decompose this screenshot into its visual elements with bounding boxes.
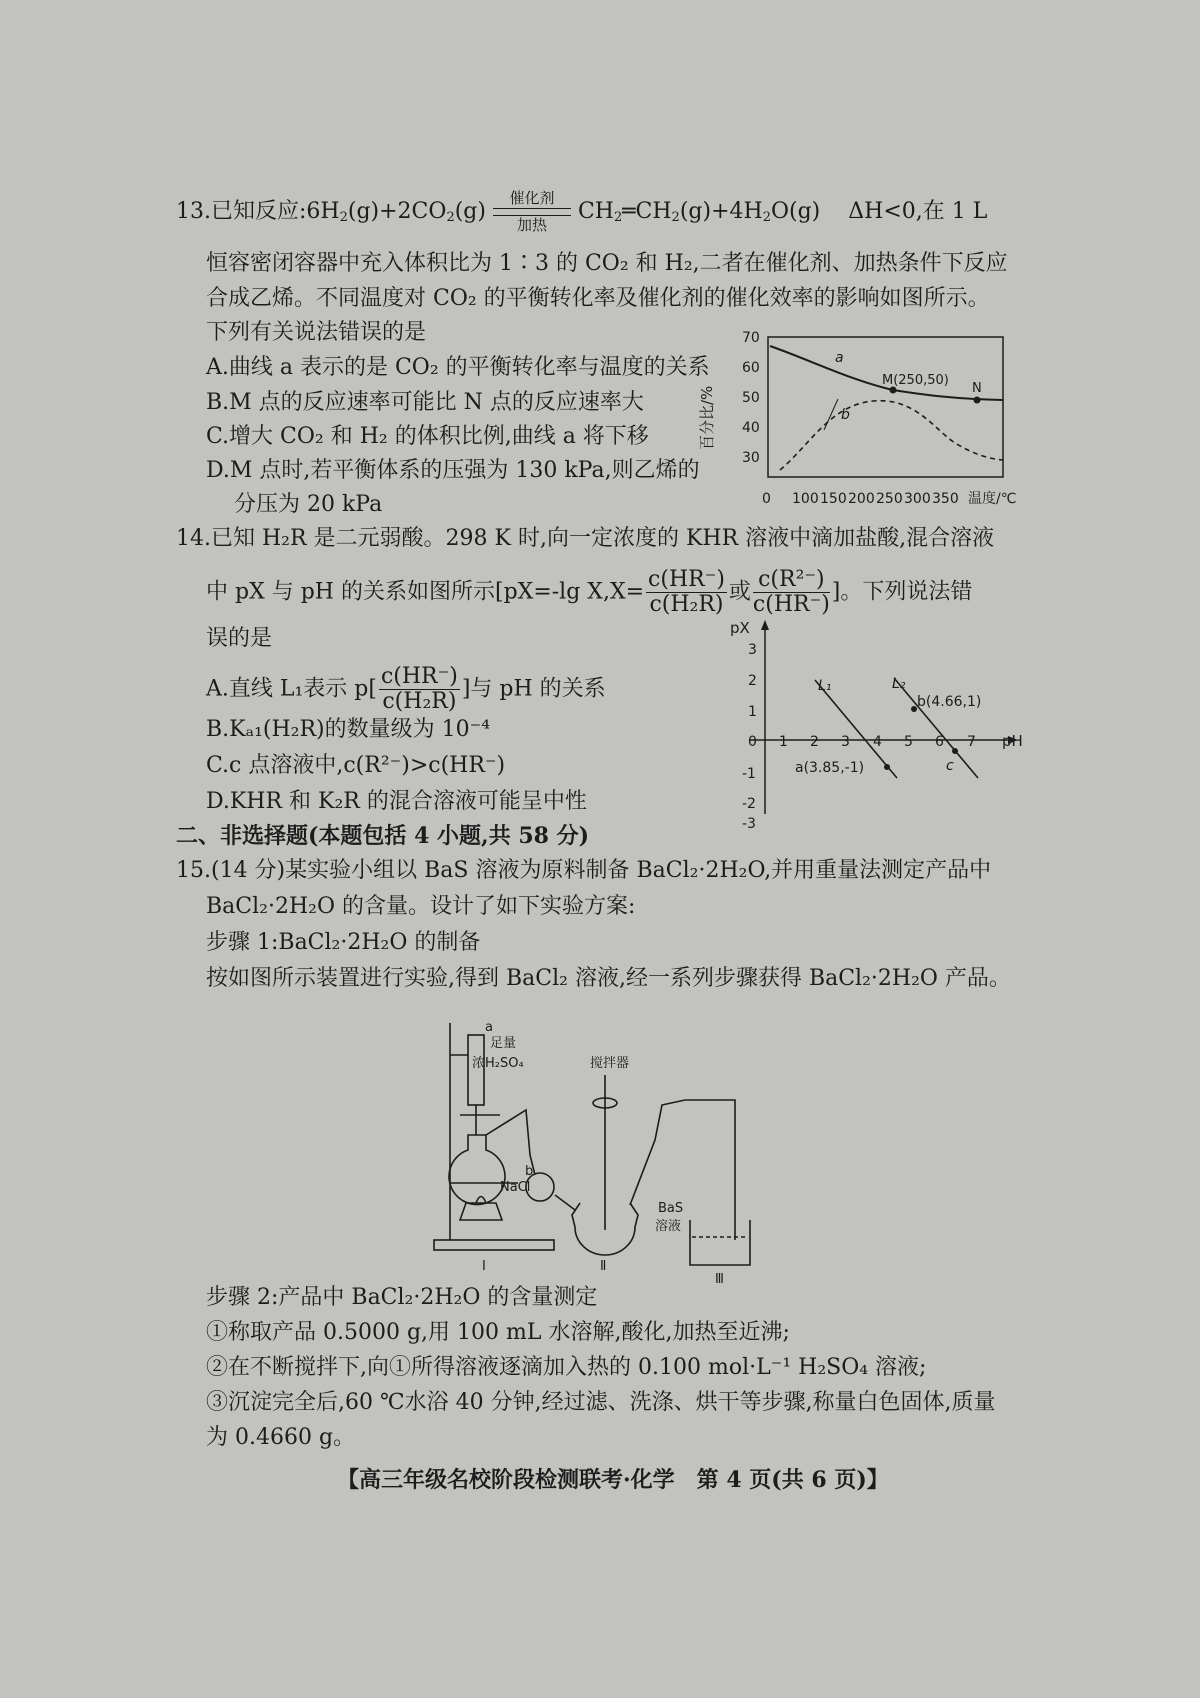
label-zuliang: 足量	[490, 1036, 517, 1051]
q13-line3: 合成乙烯。不同温度对 CO₂ 的平衡转化率及催化剂的催化效率的影响如图所示。	[206, 286, 990, 311]
xtick: 250	[876, 491, 903, 507]
xtick: 350	[932, 491, 959, 507]
point-b-label: b(4.66,1)	[917, 694, 982, 710]
apparatus-diagram	[430, 1015, 780, 1287]
curve-b-pointer	[824, 399, 838, 430]
point-a-label: a(3.85,-1)	[795, 760, 865, 776]
q13-option-c: C.增大 CO₂ 和 H₂ 的体积比例,曲线 a 将下移	[206, 424, 649, 449]
q14-option-d: D.KHR 和 K₂R 的混合溶液可能呈中性	[206, 789, 587, 814]
section-heading: 二、非选择题(本题包括 4 小题,共 58 分)	[176, 823, 590, 849]
xtick: 5	[904, 734, 913, 750]
xtick: 2	[810, 734, 819, 750]
q13-option-d: D.M 点时,若平衡体系的压强为 130 kPa,则乙烯的	[206, 458, 700, 483]
label-III: Ⅲ	[715, 1272, 724, 1287]
catalyst-label: 催化剂	[509, 189, 555, 207]
xtick: 300	[904, 491, 931, 507]
q15-step2-2: ②在不断搅拌下,向①所得溶液逐滴加入热的 0.100 mol·L⁻¹ H₂SO₄ 溶液;	[206, 1355, 927, 1380]
curve-b-label: b	[841, 407, 850, 423]
ytick: 40	[742, 420, 760, 436]
q14-text: 中 pX 与 pH 的关系如图所示[pX=-lg X,X=	[206, 579, 645, 605]
ytick: 50	[742, 390, 760, 406]
chart2-yticks	[742, 642, 757, 832]
point-c-label: c	[946, 758, 954, 774]
q13-option-a: A.曲线 a 表示的是 CO₂ 的平衡转化率与温度的关系	[206, 355, 710, 380]
line-L2	[894, 678, 978, 778]
heat-label: 加热	[516, 216, 547, 234]
chart-px-vs-ph	[720, 618, 1035, 832]
stand-base	[434, 1240, 554, 1250]
L1-label: L₁	[818, 678, 832, 694]
xtick: 6	[935, 734, 944, 750]
point-N-label: N	[972, 381, 982, 396]
q13-text: ═CH	[622, 199, 672, 224]
q13-text: 13.已知反应:6H	[176, 199, 340, 224]
xtick: 100	[792, 491, 819, 507]
chart1-xlabel: 温度/℃	[968, 491, 1017, 507]
tube-II-III	[630, 1100, 735, 1240]
ytick: -2	[742, 796, 756, 812]
q13-line2: 恒容密闭容器中充入体积比为 1∶3 的 CO₂ 和 H₂,二者在催化剂、加热条件下反应	[206, 251, 1008, 276]
xtick: 4	[873, 734, 882, 750]
fraction-denominator: c(H₂R)	[382, 689, 457, 714]
q15-step2-3-cont: 为 0.4660 g。	[206, 1425, 356, 1450]
label-nacl: NaCl	[500, 1180, 531, 1195]
ytick: -3	[742, 816, 756, 832]
q14-text: A.直线 L₁表示 p[	[206, 676, 377, 702]
label-II: Ⅱ	[600, 1259, 607, 1274]
xtick: 7	[967, 734, 976, 750]
page-footer: 【高三年级名校阶段检测联考·化学 第 4 页(共 6 页)】	[337, 1467, 889, 1493]
fraction	[379, 665, 460, 714]
q15-line4: 按如图所示装置进行实验,得到 BaCl₂ 溶液,经一系列步骤获得 BaCl₂·2H₂O 产品。	[206, 966, 1011, 991]
chart1-xticks	[762, 490, 1016, 507]
fraction-denominator: c(H₂R)	[649, 592, 724, 617]
beaker-III	[690, 1220, 750, 1265]
label-bas: BaS	[658, 1201, 684, 1216]
q15-step2-1: ①称取产品 0.5000 g,用 100 mL 水溶解,酸化,加热至近沸;	[206, 1320, 790, 1345]
q14-option-b: B.Kₐ₁(H₂R)的数量级为 10⁻⁴	[206, 717, 491, 742]
q14-option-c: C.c 点溶液中,c(R²⁻)>c(HR⁻)	[206, 753, 506, 778]
chart-conversion-vs-temperature	[700, 325, 1035, 510]
chart1-yticks	[742, 330, 760, 466]
label-solution: 溶液	[655, 1219, 682, 1234]
q15-step2-3: ③沉淀完全后,60 ℃水浴 40 分钟,经过滤、洗涤、烘干等步骤,称量白色固体,质量	[206, 1390, 996, 1415]
q14-line1: 14.已知 H₂R 是二元弱酸。298 K 时,向一定浓度的 KHR 溶液中滴加盐酸,混合溶液	[176, 526, 995, 551]
ytick: 60	[742, 360, 760, 376]
ytick: 0	[748, 734, 757, 750]
q13-line4: 下列有关说法错误的是	[206, 320, 427, 345]
alcohol-lamp	[460, 1203, 502, 1220]
fraction	[753, 568, 830, 617]
label-b: b	[525, 1164, 534, 1179]
ytick: -1	[742, 766, 756, 782]
reaction-arrow	[493, 190, 571, 234]
q13-option-b: B.M 点的反应速率可能比 N 点的反应速率大	[206, 390, 644, 415]
curve-a-label: a	[835, 350, 844, 366]
label-a: a	[485, 1020, 493, 1035]
point-c	[952, 748, 958, 754]
q15-step1: 步骤 1:BaCl₂·2H₂O 的制备	[206, 930, 481, 955]
q14-option-a	[206, 665, 606, 714]
chart2-xlabel: pH	[1002, 732, 1023, 750]
label-stirrer: 搅拌器	[590, 1056, 630, 1071]
q13-text: (g)+4H	[679, 199, 763, 224]
q14-line2	[206, 568, 972, 617]
flask-I	[449, 1135, 505, 1205]
ytick: 30	[742, 450, 760, 466]
xtick: 3	[841, 734, 850, 750]
q14-text: ]。下列说法错	[831, 579, 973, 605]
point-M-label: M(250,50)	[882, 373, 949, 388]
q13-line1: 13.已知反应$:6H_2(g)+2CO_2(g)$ 催化剂 加热 $CH_2═CH_2(g)+4H_2O(g)$ ΔH<0,在 1 L	[176, 189, 988, 234]
chart2-yaxis-arrow	[761, 620, 769, 630]
fraction-denominator: c(HR⁻)	[752, 592, 830, 617]
ytick: 2	[748, 673, 757, 689]
xtick: 200	[848, 491, 875, 507]
ytick: 3	[748, 642, 757, 658]
q14-text: 或	[728, 579, 751, 605]
label-acid: 浓H₂SO₄	[472, 1056, 524, 1071]
chart1-ylabel: 百分比/%	[698, 385, 716, 450]
curve-b	[780, 401, 1003, 470]
point-a	[884, 764, 890, 770]
q15-line2: BaCl₂·2H₂O 的含量。设计了如下实验方案:	[206, 894, 636, 919]
point-N	[974, 397, 981, 404]
q13-text: ΔH<0,在 1 L	[848, 199, 988, 224]
q13-text: (g)	[454, 199, 486, 224]
xtick: 1	[779, 734, 788, 750]
fraction	[646, 568, 727, 617]
q13-text: (g)+2CO	[347, 199, 447, 224]
fraction-numerator: c(HR⁻)	[380, 664, 458, 689]
L2-label: L₂	[892, 676, 906, 692]
fraction-numerator: c(HR⁻)	[648, 567, 725, 592]
q13-text: O(g)	[770, 199, 821, 224]
q14-line3: 误的是	[206, 626, 273, 651]
ytick: 70	[742, 330, 760, 346]
chart2-xticks	[779, 734, 976, 750]
ytick: 1	[748, 704, 757, 720]
q15-step2: 步骤 2:产品中 BaCl₂·2H₂O 的含量测定	[206, 1285, 598, 1310]
q13-text: CH	[577, 199, 614, 224]
q15-line1: 15.(14 分)某实验小组以 BaS 溶液为原料制备 BaCl₂·2H₂O,并用重量法测定产品中	[176, 858, 992, 883]
chart2-ylabel: pX	[730, 619, 750, 637]
xtick: 150	[820, 491, 847, 507]
q13-option-d-cont: 分压为 20 kPa	[234, 492, 383, 517]
fraction-numerator: c(R²⁻)	[753, 568, 830, 593]
q14-text: ]与 pH 的关系	[461, 676, 606, 702]
label-I: Ⅰ	[482, 1259, 486, 1274]
xtick: 0	[762, 491, 771, 507]
